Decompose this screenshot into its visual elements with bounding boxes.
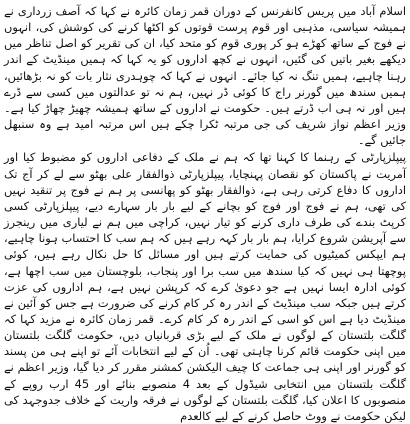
- article-paragraph-2: پیپلزپارٹی کے رہنما کا کہنا تھا کہ ہم نے ملک کے دفاعی اداروں کو مضبوط کیا اور آمریت نے پاکستان کو نقصان پہنچایا، پیپلزپارٹی ذوالفقار علی بھٹو سے لے کر آج تک اداروں کا دفاع کرتی رہی ہے، ذوالفقار بھٹو کو پھانسی پر ہم نے فوج پر تنقید نہیں کی تھی، ہم نے فوج اور فوج کو بچانے کے لیے بار بار سہارے دیے، پیپلزپارٹی کسی کرپٹ بندے کی طرف داری کرنے کو تیار نہیں، کراچی میں ہم نے لیاری میں رینجرز سے آپریشن شروع کرایا، ہم بار بار کہہ رہے ہیں کہ ہم سب کا احتساب ہونا چاہیے، ہم ایپکس کمیٹیوں کی حمایت کرتے ہیں اور مسائل کا حل نکال رہے ہیں، کوئی پوچھتا ہی نہیں کہ کیا سندھ میں سب برا اور پنجاب، بلوچستان میں سب اچھا ہے، کوئی ادارہ ایسا نہیں ہے جو دعویٰ کرے کہ کرپشن نہیں ہے، ہم اداروں کی عزت کرتے ہیں جبکہ سب مینڈیٹ کے اندر رہ کر کام کرنے کی ضرورت ہے جس کو آئین نے مینڈیٹ دیا ہے اس کو اسی کے اندر رہ کر کام کرے۔ قمر زمان کائرہ نے مزید کہا کہ گلگت بلتستان کے لوگوں نے ملک کے لیے بڑی قربانیاں دیں، حکومت گلگت بلتستان میں اپنی حکومت قائم کرنا چاہتی تھی۔ اُن کے لیے انتخابات آئے تو اپنے ہی من پسند کو گورنر اور اپنی ہی جماعت کا چیف الیکشن کمشنر مقرر کر دیا گیا، وزیر اعظم نے گلگت بلتستان میں انتخابی شیڈول کے بعد 4 منصوبے بنائے اور 45 ارب روپے کے منصوبوں کا اعلان کیا، گلگت بلتستان کے لوگوں نے فرقہ واریت کے خلاف جدوجہد کی لیکن حکومت نے ووٹ حاصل کرنے کے لیے کالعدم: [4, 150, 407, 423]
- article-paragraph-1: اسلام آباد میں پریس کانفرنس کے دوران قمر زمان کائرہ نے کہا کہ آصف زرداری نے ہمیشہ سیاسی، مذہبی اور قوم پرست قوتوں کو اکٹھا کرنے کی کوشش کی، انہوں نے فوج کے ساتھ کھڑے ہو کر پوری قوم کو متحد کیا، ان کی تقریر کو اصل تناظر میں دیکھے بغیر باتیں کی گئیں، انہوں نے کچھ اداروں کو یہ کہا کہ ہمیں مینڈیٹ کے اندر رہنا چاہیے، ہمیں تنگ نہ کیا جائے۔ انہوں نے کہا کہ چوہدری نثار بات کو نہ بڑھائیں، ہمیں سندھ میں گورنر راج کا کوئی ڈر نہیں، ہم نہ تو عدالتوں میں کسی سے ڈرے ہیں اور نہ ہی اب ڈرتے ہیں۔ حکومت نے اداروں کے ساتھ ہمیشہ چھیڑ چھاڑ کیا ہے۔ وزیر اعظم نواز شریف کی جی مرتبہ ٹکرا چکے ہیں اس مرتبہ امید ہے وہ سنبھل جائیں گے۔: [4, 4, 406, 148]
